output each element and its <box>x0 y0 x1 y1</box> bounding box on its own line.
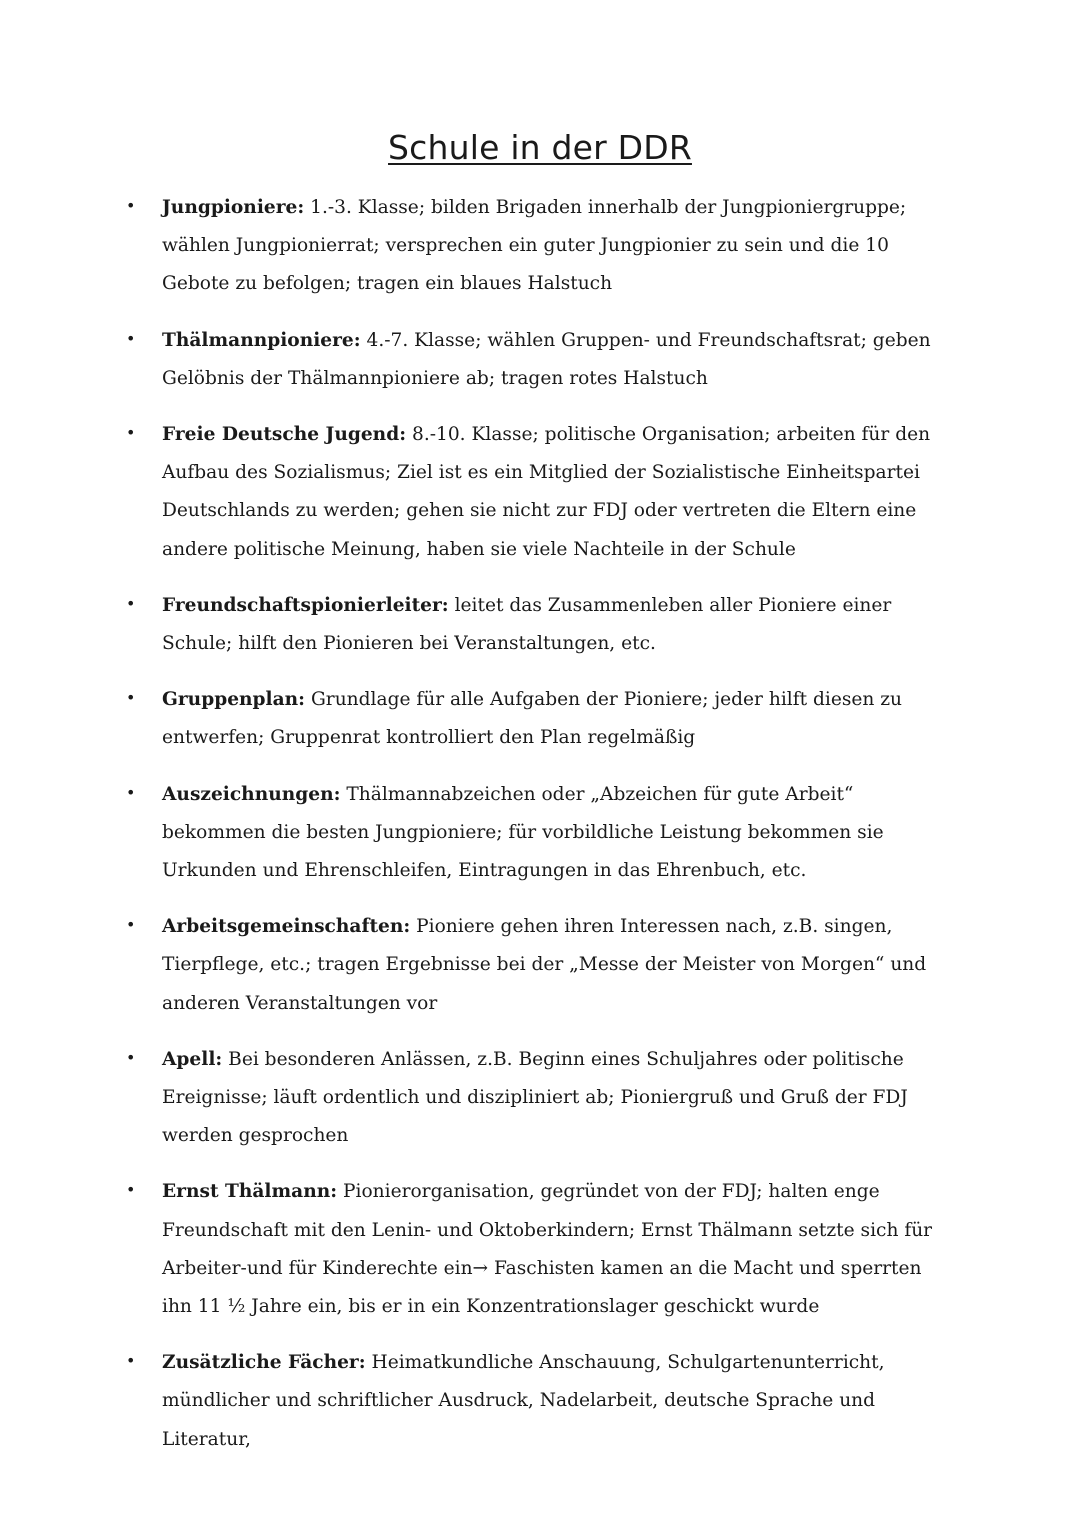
bullet-icon: • <box>126 782 136 802</box>
list-item <box>122 1344 952 1459</box>
bullet-icon: • <box>126 688 136 708</box>
bullet-icon: • <box>126 593 136 613</box>
list-item <box>122 322 952 398</box>
bullet-list <box>122 189 952 1477</box>
list-item <box>122 416 952 569</box>
bullet-icon: • <box>126 915 136 935</box>
item-term: Zusätzliche Fächer: <box>162 1352 366 1374</box>
item-term: Thälmannpioniere: <box>162 329 361 351</box>
item-text: Heimatkundliche Anschauung, Schulgartenunterricht, mündlicher und schriftlicher Ausdruck, Nadelarbeit, deutsche Sprache und Literatur, <box>162 1352 885 1450</box>
item-term: Arbeitsgemeinschaften: <box>162 916 411 938</box>
item-term: Auszeichnungen: <box>162 783 341 805</box>
list-item <box>122 1173 952 1326</box>
item-text: 1.-3. Klasse; bilden Brigaden innerhalb der Jungpioniergruppe; wählen Jungpionierrat; versprechen ein guter Jungpionier zu sein und die 10 Gebote zu befolgen; tragen ein blaues Halstuch <box>162 197 907 295</box>
bullet-icon: • <box>126 196 136 215</box>
list-item <box>122 908 952 1023</box>
bullet-icon: • <box>126 423 136 443</box>
item-text: 8.-10. Klasse; politische Organisation; arbeiten für den Aufbau des Sozialismus; Ziel ist es ein Mitglied der Sozialistische Einheitspartei Deutschlands zu werden; gehen sie nicht zur FDJ oder vertreten die Eltern eine andere politische Meinung, haben sie viele Nachteile in der Schule <box>162 424 931 560</box>
item-term: Freundschaftspionierleiter: <box>162 594 449 616</box>
bullet-icon: • <box>126 328 136 348</box>
item-text: Pioniere gehen ihren Interessen nach, z.B. singen, Tierpflege, etc.; tragen Ergebnisse bei der „Messe der Meister von Morgen“ und anderen Veranstaltungen vor <box>162 916 927 1014</box>
item-text: Pionierorganisation, gegründet von der FDJ; halten enge Freundschaft mit den Lenin- und Oktoberkindern; Ernst Thälmann setzte sich für Arbeiter-und für Kinderechte ein→ Faschisten kamen an die Macht und sperrten ihn 11 ½ Jahre ein, bis er in ein Konzentrationslager geschickt wurde <box>162 1181 933 1318</box>
list-item <box>122 681 952 757</box>
item-text: leitet das Zusammenleben aller Pioniere einer Schule; hilft den Pionieren bei Veranstaltungen, etc. <box>162 594 892 655</box>
item-text: 4.-7. Klasse; wählen Gruppen- und Freundschaftsrat; geben Gelöbnis der Thälmannpioniere ab; tragen rotes Halstuch <box>162 329 931 389</box>
page-title: Schule in der DDR <box>388 128 692 167</box>
list-item <box>122 1041 952 1156</box>
bullet-icon: • <box>126 1180 136 1200</box>
bullet-icon: • <box>126 1351 136 1371</box>
item-text: Grundlage für alle Aufgaben der Pioniere; jeder hilft diesen zu entwerfen; Gruppenrat kontrolliert den Plan regelmäßig <box>162 689 903 749</box>
item-term: Gruppenplan: <box>162 689 306 711</box>
list-item <box>122 776 952 891</box>
item-term: Jungpioniere: <box>162 197 305 218</box>
bullet-icon: • <box>126 1047 136 1067</box>
item-text: Bei besonderen Anlässen, z.B. Beginn eines Schuljahres oder politische Ereignisse; läuft ordentlich und diszipliniert ab; Pioniergruß und Gruß der FDJ werden gesprochen <box>162 1048 908 1147</box>
item-text: Thälmannabzeichen oder „Abzeichen für gute Arbeit“ bekommen die besten Jungpioniere; für vorbildliche Leistung bekommen sie Urkunden und Ehrenschleifen, Eintragungen in das Ehrenbuch, etc. <box>162 783 884 882</box>
list-item <box>122 587 952 663</box>
list-item <box>122 189 952 304</box>
item-term: Ernst Thälmann: <box>162 1181 338 1203</box>
item-term: Apell: <box>162 1048 223 1070</box>
item-term: Freie Deutsche Jugend: <box>162 424 407 446</box>
